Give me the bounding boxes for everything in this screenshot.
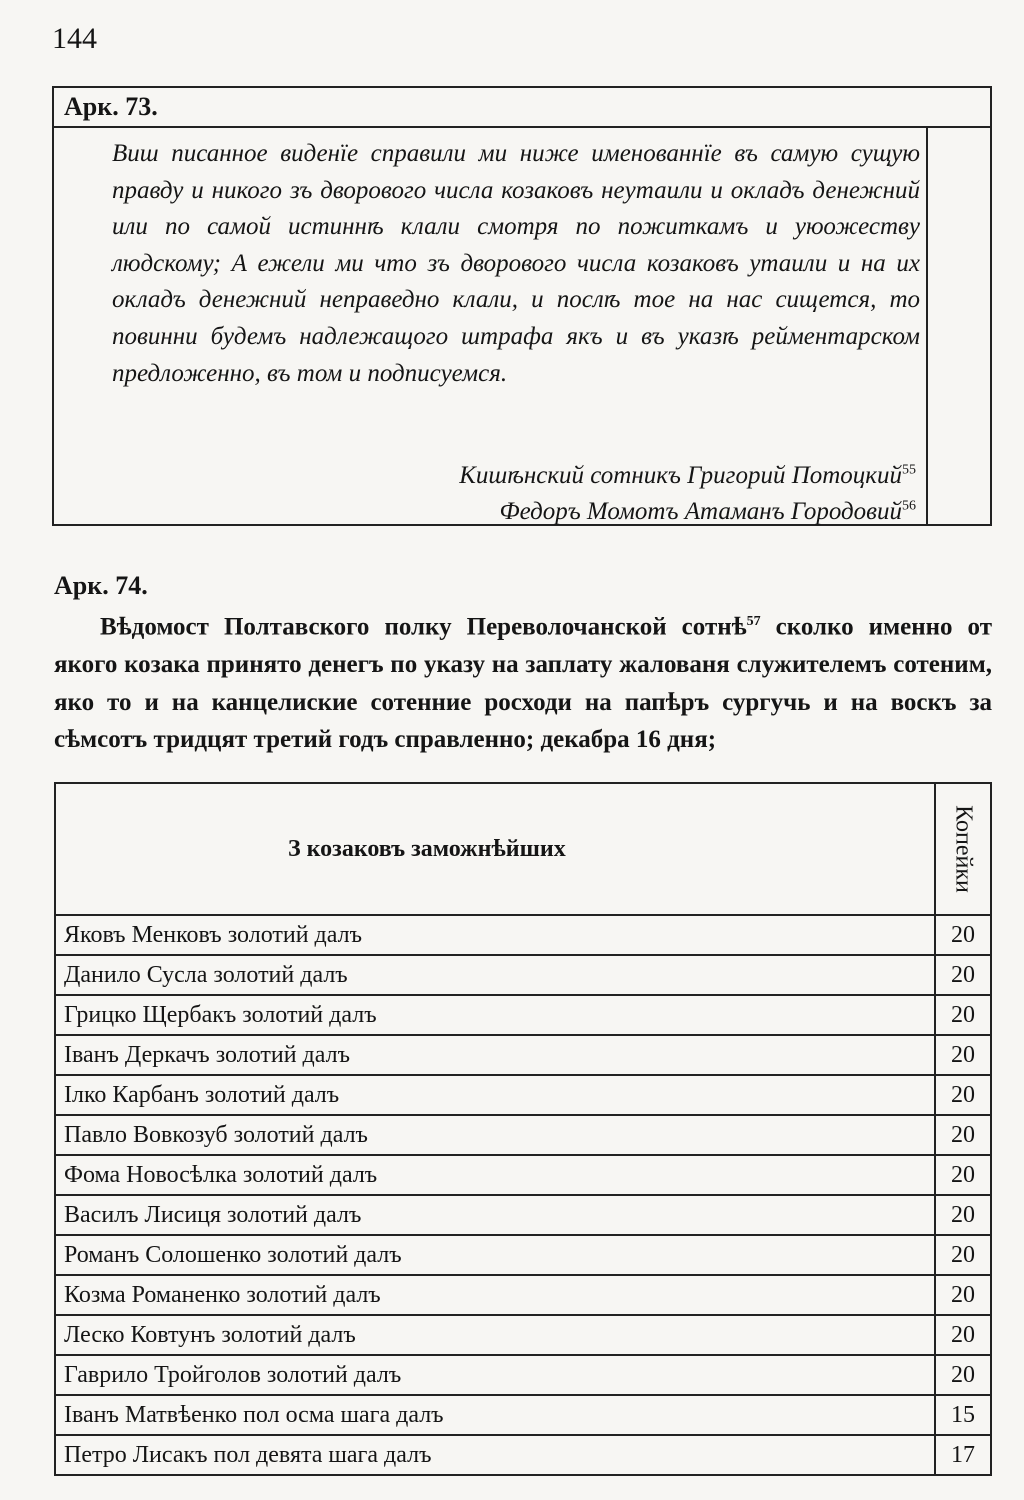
table-row: [55, 1235, 991, 1275]
sheet-74-heading-part1: Вѣдомост Полтавского полку Переволочанской сотнѣ: [100, 613, 747, 641]
signature-sotnik-text: Кишѣнский сотникъ Григорий Потоцкий: [459, 462, 902, 489]
table-row: [55, 955, 991, 995]
row-value: 15: [935, 1395, 991, 1435]
table-header-row: [55, 783, 991, 915]
column-header-cell: [935, 783, 991, 915]
row-name: Василъ Лисиця золотий далъ: [55, 1195, 935, 1235]
row-name: Грицко Щербакъ золотий далъ: [55, 995, 935, 1035]
row-value: 20: [935, 915, 991, 955]
table-row: [55, 1435, 991, 1475]
row-name: Ілко Карбанъ золотий далъ: [55, 1075, 935, 1115]
sheet-73-header-row: [54, 88, 990, 128]
page-number: 144: [52, 22, 97, 55]
row-value: 20: [935, 1315, 991, 1355]
signature-ataman-text: Федоръ Момотъ Атаманъ Городовий: [499, 498, 902, 525]
sheet-73-label: Арк. 73.: [64, 92, 158, 121]
row-value: 20: [935, 1155, 991, 1195]
row-value: 20: [935, 1115, 991, 1155]
row-value: 20: [935, 1275, 991, 1315]
row-name: Леско Ковтунъ золотий далъ: [55, 1315, 935, 1355]
group-title: З козаковъ заможнѣйших: [55, 783, 935, 915]
row-value: 20: [935, 995, 991, 1035]
signature-ataman: [499, 498, 916, 526]
row-name: Гаврило Тройголов золотий далъ: [55, 1355, 935, 1395]
table-row: [55, 1395, 991, 1435]
row-name: Іванъ Деркачъ золотий далъ: [55, 1035, 935, 1075]
sheet-74-heading: [54, 603, 992, 759]
row-value: 20: [935, 1195, 991, 1235]
table-row: [55, 1355, 991, 1395]
signature-sotnik: [459, 462, 916, 490]
row-name: Іванъ Матвѣенко пол осма шага далъ: [55, 1395, 935, 1435]
row-value: 20: [935, 1075, 991, 1115]
row-name: Петро Лисакъ пол девята шага далъ: [55, 1435, 935, 1475]
row-name: Павло Вовкозуб золотий далъ: [55, 1115, 935, 1155]
footnote-ref-55: 55: [902, 462, 916, 478]
sheet-73-box: [52, 86, 992, 526]
row-name: Яковъ Менковъ золотий далъ: [55, 915, 935, 955]
row-value: 17: [935, 1435, 991, 1475]
table-row: [55, 915, 991, 955]
payments-table: [54, 782, 992, 1476]
table-row: [55, 1115, 991, 1155]
row-value: 20: [935, 1035, 991, 1075]
row-name: Данило Сусла золотий далъ: [55, 955, 935, 995]
table-row: [55, 1195, 991, 1235]
table-row: [55, 1075, 991, 1115]
footnote-ref-56: 56: [902, 498, 916, 514]
table-row: [55, 1035, 991, 1075]
row-value: 20: [935, 955, 991, 995]
sheet-73-side-column: [926, 128, 990, 524]
table-row: [55, 1155, 991, 1195]
row-name: Романъ Солошенко золотий далъ: [55, 1235, 935, 1275]
row-name: Фома Новосѣлка золотий далъ: [55, 1155, 935, 1195]
row-value: 20: [935, 1355, 991, 1395]
sheet-74-label: Арк. 74.: [54, 571, 148, 600]
sheet-74-heading-part2: сколко именно от якого козака принято денегъ по указу на заплату жалованя служителемъ сотеним, яко то и на канцелиские сотенние росходи на папѣръ сургучь и на воскъ за сѣмсотъ тридцят третий годъ справленно; декабра 16 дня;: [54, 613, 992, 754]
column-header-kopeiki: Копейки: [950, 805, 977, 893]
table-row: [55, 995, 991, 1035]
row-value: 20: [935, 1235, 991, 1275]
sheet-73-body: Виш писанное виденїе справили ми ниже именованнїе въ самую сущую правду и никого зъ дворового числа козаковъ неутаили и окладъ денежний или по самой истиннѣ клали смотря по пожиткамъ и уюожеству людскому; А ежели ми что зъ дворового числа козаковъ утаили и на их окладъ денежний неправедно клали, и послѣ тое на нас сищется, то повинни будемъ надлежащого штрафа якъ и въ указѣ рейментарском предложенно, въ том и подписуемся.: [112, 140, 920, 387]
table-row: [55, 1315, 991, 1355]
row-name: Козма Романенко золотий далъ: [55, 1275, 935, 1315]
footnote-ref-57: 57: [746, 614, 761, 629]
table-row: [55, 1275, 991, 1315]
